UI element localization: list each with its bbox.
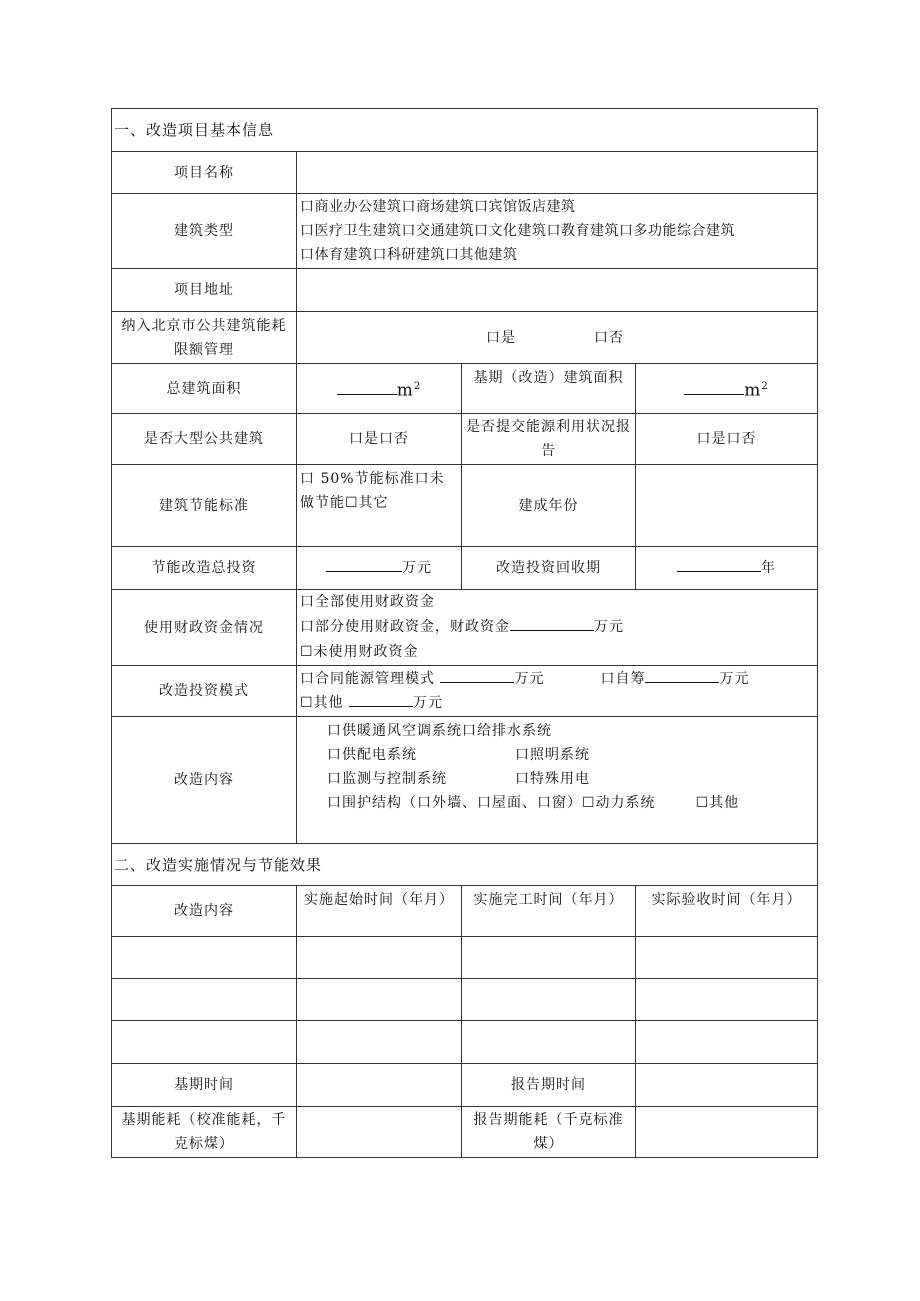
- total-area-field[interactable]: [297, 364, 462, 414]
- table-row: [112, 979, 818, 1021]
- total-area-label: 总建筑面积: [112, 364, 297, 414]
- cell[interactable]: [297, 979, 462, 1021]
- fiscal-partial-option[interactable]: [300, 615, 814, 640]
- quota-yes-checkbox[interactable]: 口是: [486, 329, 516, 346]
- cell[interactable]: [112, 979, 297, 1021]
- content-label: 改造内容: [112, 717, 297, 844]
- mode-unit: 万元: [719, 671, 750, 687]
- area-unit-sup: 2: [761, 380, 769, 392]
- content-option[interactable]: 口供配电系统: [327, 747, 417, 763]
- mode-other-option[interactable]: ☐其他: [300, 695, 344, 711]
- payback-field[interactable]: [636, 547, 818, 590]
- project-name-label: 项目名称: [112, 152, 297, 194]
- cell[interactable]: [636, 979, 818, 1021]
- standard-options[interactable]: 口 50%节能标准口未做节能☐其它: [297, 465, 462, 547]
- payback-unit: 年: [761, 560, 776, 576]
- project-name-field[interactable]: [297, 152, 818, 194]
- quota-options[interactable]: [297, 312, 818, 364]
- address-field[interactable]: [297, 269, 818, 312]
- mode-unit: 万元: [514, 671, 545, 687]
- year-built-label: 建成年份: [462, 465, 636, 547]
- fiscal-label: 使用财政资金情况: [112, 590, 297, 666]
- large-building-options[interactable]: 口是口否: [297, 414, 462, 465]
- base-energy-field[interactable]: [297, 1107, 462, 1158]
- cell[interactable]: [297, 1021, 462, 1064]
- area-unit-sup: 2: [413, 380, 422, 392]
- report-label: 是否提交能源利用状况报告: [462, 414, 636, 465]
- invest-unit: 万元: [402, 560, 432, 576]
- section2-title: 二、改造实施情况与节能效果: [112, 844, 818, 886]
- project-form-table: [111, 108, 818, 1158]
- cell[interactable]: [112, 1021, 297, 1064]
- mode-options[interactable]: [297, 666, 818, 717]
- header-content: 改造内容: [112, 886, 297, 937]
- address-label: 项目地址: [112, 269, 297, 312]
- cell[interactable]: [462, 979, 636, 1021]
- area-unit: m: [744, 380, 762, 401]
- content-option[interactable]: 口监测与控制系统: [327, 771, 447, 787]
- cell[interactable]: [636, 937, 818, 979]
- header-start: 实施起始时间（年月）: [297, 886, 462, 937]
- content-option[interactable]: 口围护结构（口外墙、口屋面、口窗）☐动力系统: [327, 795, 656, 811]
- content-option[interactable]: ☐其他: [695, 795, 740, 811]
- content-options[interactable]: [297, 717, 818, 844]
- cell[interactable]: [636, 1021, 818, 1064]
- table-row: [112, 937, 818, 979]
- mode-unit: 万元: [413, 695, 444, 711]
- fiscal-options[interactable]: [297, 590, 818, 666]
- header-finish: 实施完工时间（年月）: [462, 886, 636, 937]
- cell[interactable]: [462, 937, 636, 979]
- fiscal-all-option[interactable]: 口全部使用财政资金: [300, 594, 435, 610]
- mode-label: 改造投资模式: [112, 666, 297, 717]
- area-unit: m: [396, 380, 414, 401]
- invest-label: 节能改造总投资: [112, 547, 297, 590]
- fiscal-partial-unit: 万元: [594, 619, 624, 635]
- base-period-label: 基期时间: [112, 1064, 297, 1107]
- base-area-label: 基期（改造）建筑面积: [462, 364, 636, 414]
- report-energy-field[interactable]: [636, 1107, 818, 1158]
- base-energy-label: 基期能耗（校准能耗，千克标煤）: [112, 1107, 297, 1158]
- fiscal-partial-text: 口部分使用财政资金，财政资金: [300, 619, 510, 635]
- report-energy-label: 报告期能耗（千克标准煤）: [462, 1107, 636, 1158]
- report-options[interactable]: 口是口否: [636, 414, 818, 465]
- building-type-line[interactable]: 口商业办公建筑口商场建筑口宾馆饭店建筑: [300, 199, 576, 215]
- report-period-label: 报告期时间: [462, 1064, 636, 1107]
- building-type-options[interactable]: [297, 194, 818, 269]
- table-row: [112, 1021, 818, 1064]
- mode-contract-option[interactable]: 口合同能源管理模式: [300, 671, 435, 687]
- content-option[interactable]: 口照明系统: [515, 747, 590, 763]
- payback-label: 改造投资回收期: [462, 547, 636, 590]
- header-accept: 实际验收时间（年月）: [636, 886, 818, 937]
- mode-self-option[interactable]: 口自筹: [600, 671, 646, 687]
- report-period-field[interactable]: [636, 1064, 818, 1107]
- building-type-label: 建筑类型: [112, 194, 297, 269]
- building-type-line[interactable]: 口体育建筑口科研建筑口其他建筑: [300, 247, 518, 263]
- content-option[interactable]: 口供暖通风空调系统口给排水系统: [327, 723, 552, 739]
- large-building-label: 是否大型公共建筑: [112, 414, 297, 465]
- cell[interactable]: [112, 937, 297, 979]
- year-built-field[interactable]: [636, 465, 818, 547]
- cell[interactable]: [297, 937, 462, 979]
- cell[interactable]: [462, 1021, 636, 1064]
- base-area-field[interactable]: [636, 364, 818, 414]
- section1-title: 一、改造项目基本信息: [112, 109, 818, 152]
- standard-label: 建筑节能标准: [112, 465, 297, 547]
- content-option[interactable]: 口特殊用电: [515, 771, 590, 787]
- building-type-line[interactable]: 口医疗卫生建筑口交通建筑口文化建筑口教育建筑口多功能综合建筑: [300, 223, 735, 239]
- base-period-field[interactable]: [297, 1064, 462, 1107]
- fiscal-none-option[interactable]: ☐未使用财政资金: [300, 644, 419, 660]
- quota-no-checkbox[interactable]: 口否: [594, 329, 624, 346]
- quota-label: 纳入北京市公共建筑能耗限额管理: [112, 312, 297, 364]
- invest-field[interactable]: [297, 547, 462, 590]
